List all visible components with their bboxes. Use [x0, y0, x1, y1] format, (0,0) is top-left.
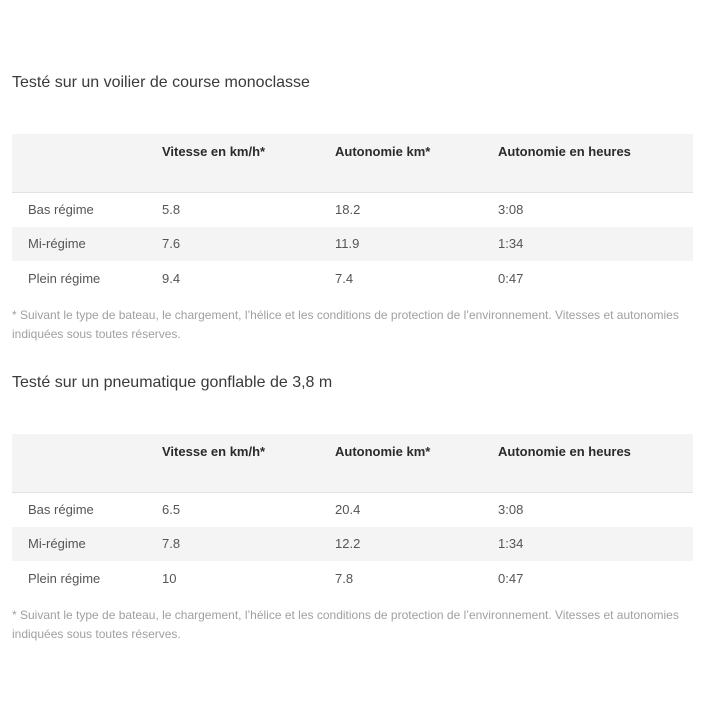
- performance-table: [12, 134, 693, 296]
- speed-value: 7.8: [162, 536, 181, 552]
- hours-value: 1:34: [498, 236, 524, 252]
- spec-section-sailboat: [12, 72, 693, 344]
- section-title: Testé sur un pneumatique gonflable de 3,8 m: [12, 374, 333, 391]
- header-speed: Vitesse en km/h*: [162, 144, 266, 159]
- table-row: [12, 192, 693, 227]
- row-label: Mi-régime: [28, 236, 86, 252]
- header-empty: [12, 434, 162, 492]
- header-hours: Autonomie en heures: [498, 144, 631, 159]
- hours-value: 1:34: [498, 536, 524, 552]
- speed-value: 6.5: [162, 502, 181, 517]
- header-range: Autonomie km*: [335, 444, 431, 459]
- table-row: [12, 261, 693, 296]
- row-label: Bas régime: [28, 502, 94, 517]
- table-row: [12, 527, 693, 562]
- header-hours: Autonomie en heures: [498, 444, 631, 459]
- footnote: * Suivant le type de bateau, le chargement, l’hélice et les conditions de protection de l’environnement. Vitesses et autonomies indiquées sous toutes réserves.: [12, 607, 679, 641]
- range-value: 20.4: [335, 502, 361, 517]
- hours-value: 3:08: [498, 202, 524, 217]
- header-speed: Vitesse en km/h*: [162, 444, 266, 459]
- header-empty: [12, 134, 162, 192]
- footnote: * Suivant le type de bateau, le chargement, l’hélice et les conditions de protection de l’environnement. Vitesses et autonomies indiquées sous toutes réserves.: [12, 307, 679, 341]
- hours-value: 0:47: [498, 270, 524, 286]
- row-label: Bas régime: [28, 202, 94, 217]
- range-value: 7.4: [335, 270, 354, 286]
- performance-table: [12, 434, 693, 596]
- range-value: 12.2: [335, 536, 361, 552]
- row-label: Plein régime: [28, 270, 101, 286]
- spec-section-inflatable: [12, 372, 693, 644]
- range-value: 11.9: [335, 236, 360, 252]
- range-value: 18.2: [335, 202, 361, 217]
- speed-value: 5.8: [162, 202, 181, 217]
- hours-value: 3:08: [498, 502, 524, 517]
- table-header-row: [12, 434, 693, 492]
- table-header-row: [12, 134, 693, 192]
- speed-value: 10: [162, 570, 177, 586]
- range-value: 7.8: [335, 570, 354, 586]
- table-row: [12, 561, 693, 596]
- table-row: [12, 492, 693, 527]
- hours-value: 0:47: [498, 570, 524, 586]
- row-label: Mi-régime: [28, 536, 86, 552]
- speed-value: 7.6: [162, 236, 181, 252]
- header-range: Autonomie km*: [335, 144, 431, 159]
- section-title: Testé sur un voilier de course monoclasse: [12, 74, 310, 91]
- speed-value: 9.4: [162, 270, 181, 286]
- table-row: [12, 227, 693, 262]
- row-label: Plein régime: [28, 570, 101, 586]
